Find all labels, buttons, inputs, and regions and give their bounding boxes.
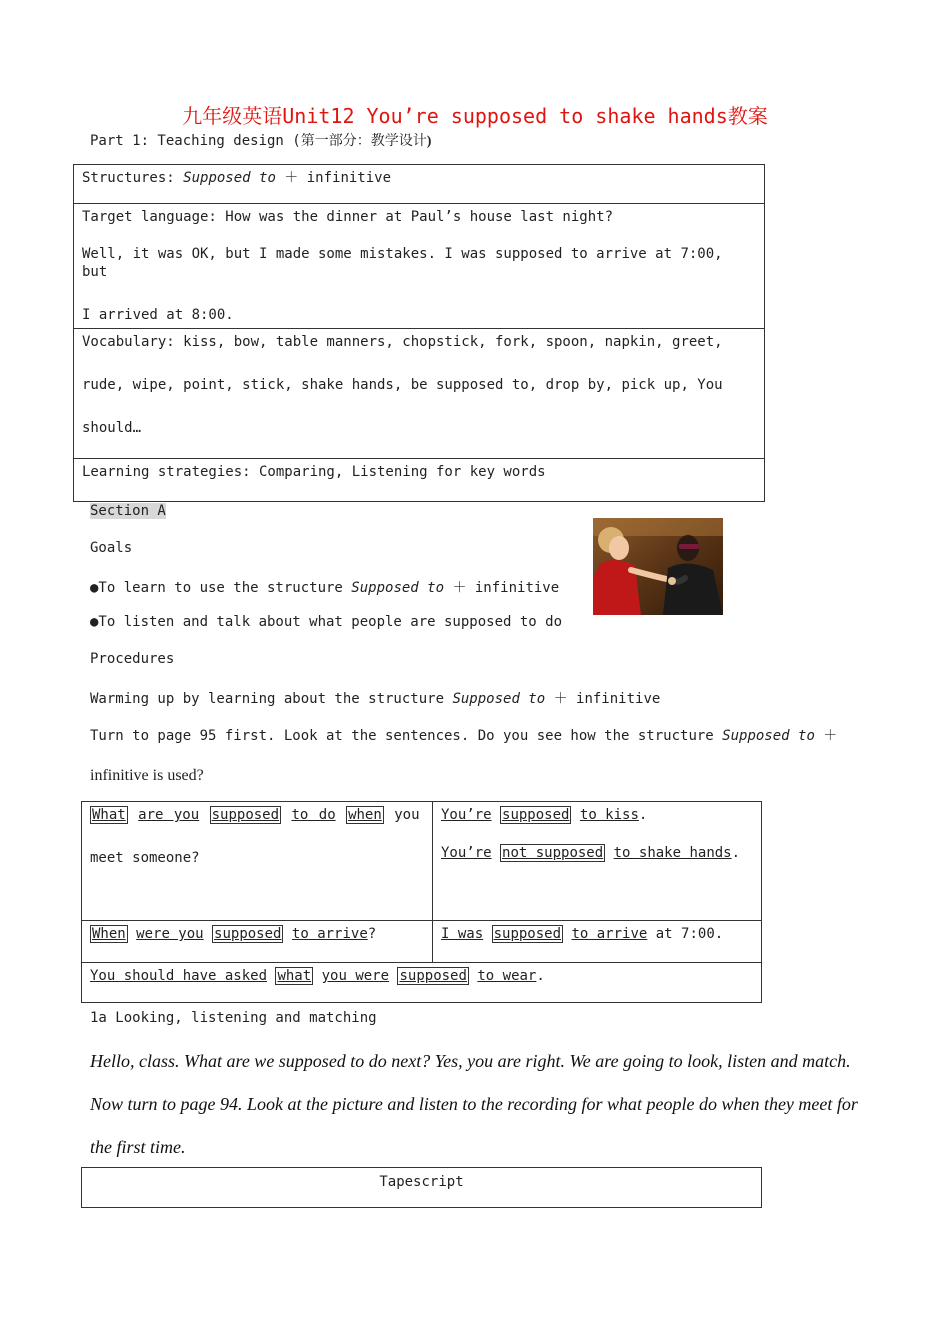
goal-2: ●To listen and talk about what people are supposed to do <box>90 614 563 630</box>
ex-to-do: to do <box>291 807 336 823</box>
ex-when-2: When <box>92 926 126 942</box>
vocab-line-2: rude, wipe, point, stick, shake hands, be supposed to, drop by, pick up, You <box>82 377 723 393</box>
warming-prefix: Warming up by learning about the structure <box>90 691 453 707</box>
part1-close-paren: ) <box>426 134 432 149</box>
ex-meet-someone: meet someone? <box>90 850 200 866</box>
ex-not-supposed: not supposed <box>502 845 604 861</box>
structures-label: Structures: <box>82 170 184 186</box>
warming-up <box>90 688 660 708</box>
goal-1-prefix: ●To learn to use the structure <box>90 580 352 596</box>
ex-period-2: . <box>731 845 741 861</box>
structures-italic: Supposed to <box>183 170 276 186</box>
target-line-3: I arrived at 8:00. <box>82 307 234 323</box>
ex-supposed: supposed <box>211 807 280 823</box>
ex-at-seven: at 7:00. <box>647 926 724 942</box>
ex-supposed-2: supposed <box>502 807 570 823</box>
ex-you-were: you were <box>321 968 390 984</box>
example-r1c2 <box>433 802 762 921</box>
ex-youre-1: You’re <box>441 807 492 823</box>
page-title: 九年级英语Unit12 You’re supposed to shake hands教案 <box>182 104 768 128</box>
tapescript-box <box>81 1167 762 1208</box>
ex-to-arrive-2: to arrive <box>571 926 648 942</box>
activity-1a-heading: 1a Looking, listening and matching <box>90 1010 377 1026</box>
turn-italic: Supposed to <box>722 728 815 744</box>
structures-rest: ＋ infinitive <box>275 170 392 186</box>
greeting-photo <box>593 518 723 615</box>
part1-label: Part 1: Teaching design (第一部分：教学设计 <box>90 133 427 149</box>
vocab-line-1: Vocabulary: kiss, bow, table manners, chopstick, fork, spoon, napkin, greet, <box>82 334 723 350</box>
warming-rest: ＋ infinitive <box>545 691 661 707</box>
structures-cell <box>74 165 765 204</box>
turn-prefix: Turn to page 95 first. Look at the sentences. Do you see how the structure <box>90 728 723 744</box>
ex-what-2: what <box>277 968 312 984</box>
vocab-line-3: should… <box>82 420 142 436</box>
target-line-2: Well, it was OK, but I made some mistakes. I was supposed to arrive at 7:00, but <box>82 246 723 280</box>
example-table <box>81 801 762 1003</box>
ex-supposed-4: supposed <box>493 926 562 942</box>
ex-should-have-asked: You should have asked <box>90 968 268 984</box>
strategies-cell: Learning strategies: Comparing, Listening for key words <box>74 459 765 502</box>
ex-period-1: . <box>638 807 648 823</box>
turn-line-2: infinitive is used? <box>90 767 204 784</box>
ex-question-mark: ? <box>367 926 377 942</box>
procedures-heading: Procedures <box>90 651 175 667</box>
target-language-cell <box>74 204 765 329</box>
warming-italic: Supposed to <box>452 691 546 707</box>
ex-supposed-3: supposed <box>214 926 282 942</box>
instructions-paragraph: Hello, class. What are we supposed to do next? Yes, you are right. We are going to look, listen and match. Now turn to page 94. Look at the picture and listen to the recording for what people do when they meet for the first time. <box>90 1051 858 1157</box>
example-r1c1 <box>82 802 433 921</box>
example-r2c1 <box>82 921 433 963</box>
ex-to-arrive: to arrive <box>291 926 368 942</box>
part1-heading <box>90 130 431 150</box>
goal-1-rest: ＋ infinitive <box>444 580 560 596</box>
goal-1-italic: Supposed to <box>351 580 445 596</box>
example-r3 <box>82 963 762 1003</box>
example-r2c2 <box>433 921 762 963</box>
ex-youre-2: You’re <box>441 845 492 861</box>
ex-were-you: were you <box>136 926 204 942</box>
section-a-heading: Section A <box>90 503 166 519</box>
ex-to-kiss: to kiss <box>579 807 639 823</box>
ex-i-was: I was <box>441 926 484 942</box>
ex-to-shake-hands: to shake hands <box>613 845 732 861</box>
turn-to-page <box>90 725 865 745</box>
ex-period-3: . <box>536 968 545 984</box>
ex-when: when <box>348 807 382 823</box>
ex-what: What <box>92 807 126 823</box>
ex-to-wear: to wear <box>477 968 537 984</box>
target-line-1: Target language: How was the dinner at Paul’s house last night? <box>82 209 614 225</box>
tapescript-label: Tapescript <box>379 1174 464 1190</box>
turn-rest: ＋ <box>814 728 838 744</box>
ex-you: you <box>394 807 420 823</box>
greeting-photo-illustration <box>593 518 723 615</box>
ex-supposed-5: supposed <box>399 968 467 984</box>
goal-1 <box>90 577 559 597</box>
goals-heading: Goals <box>90 540 133 556</box>
ex-are-you: are you <box>138 807 200 823</box>
vocabulary-cell <box>74 329 765 459</box>
design-table <box>73 164 765 502</box>
